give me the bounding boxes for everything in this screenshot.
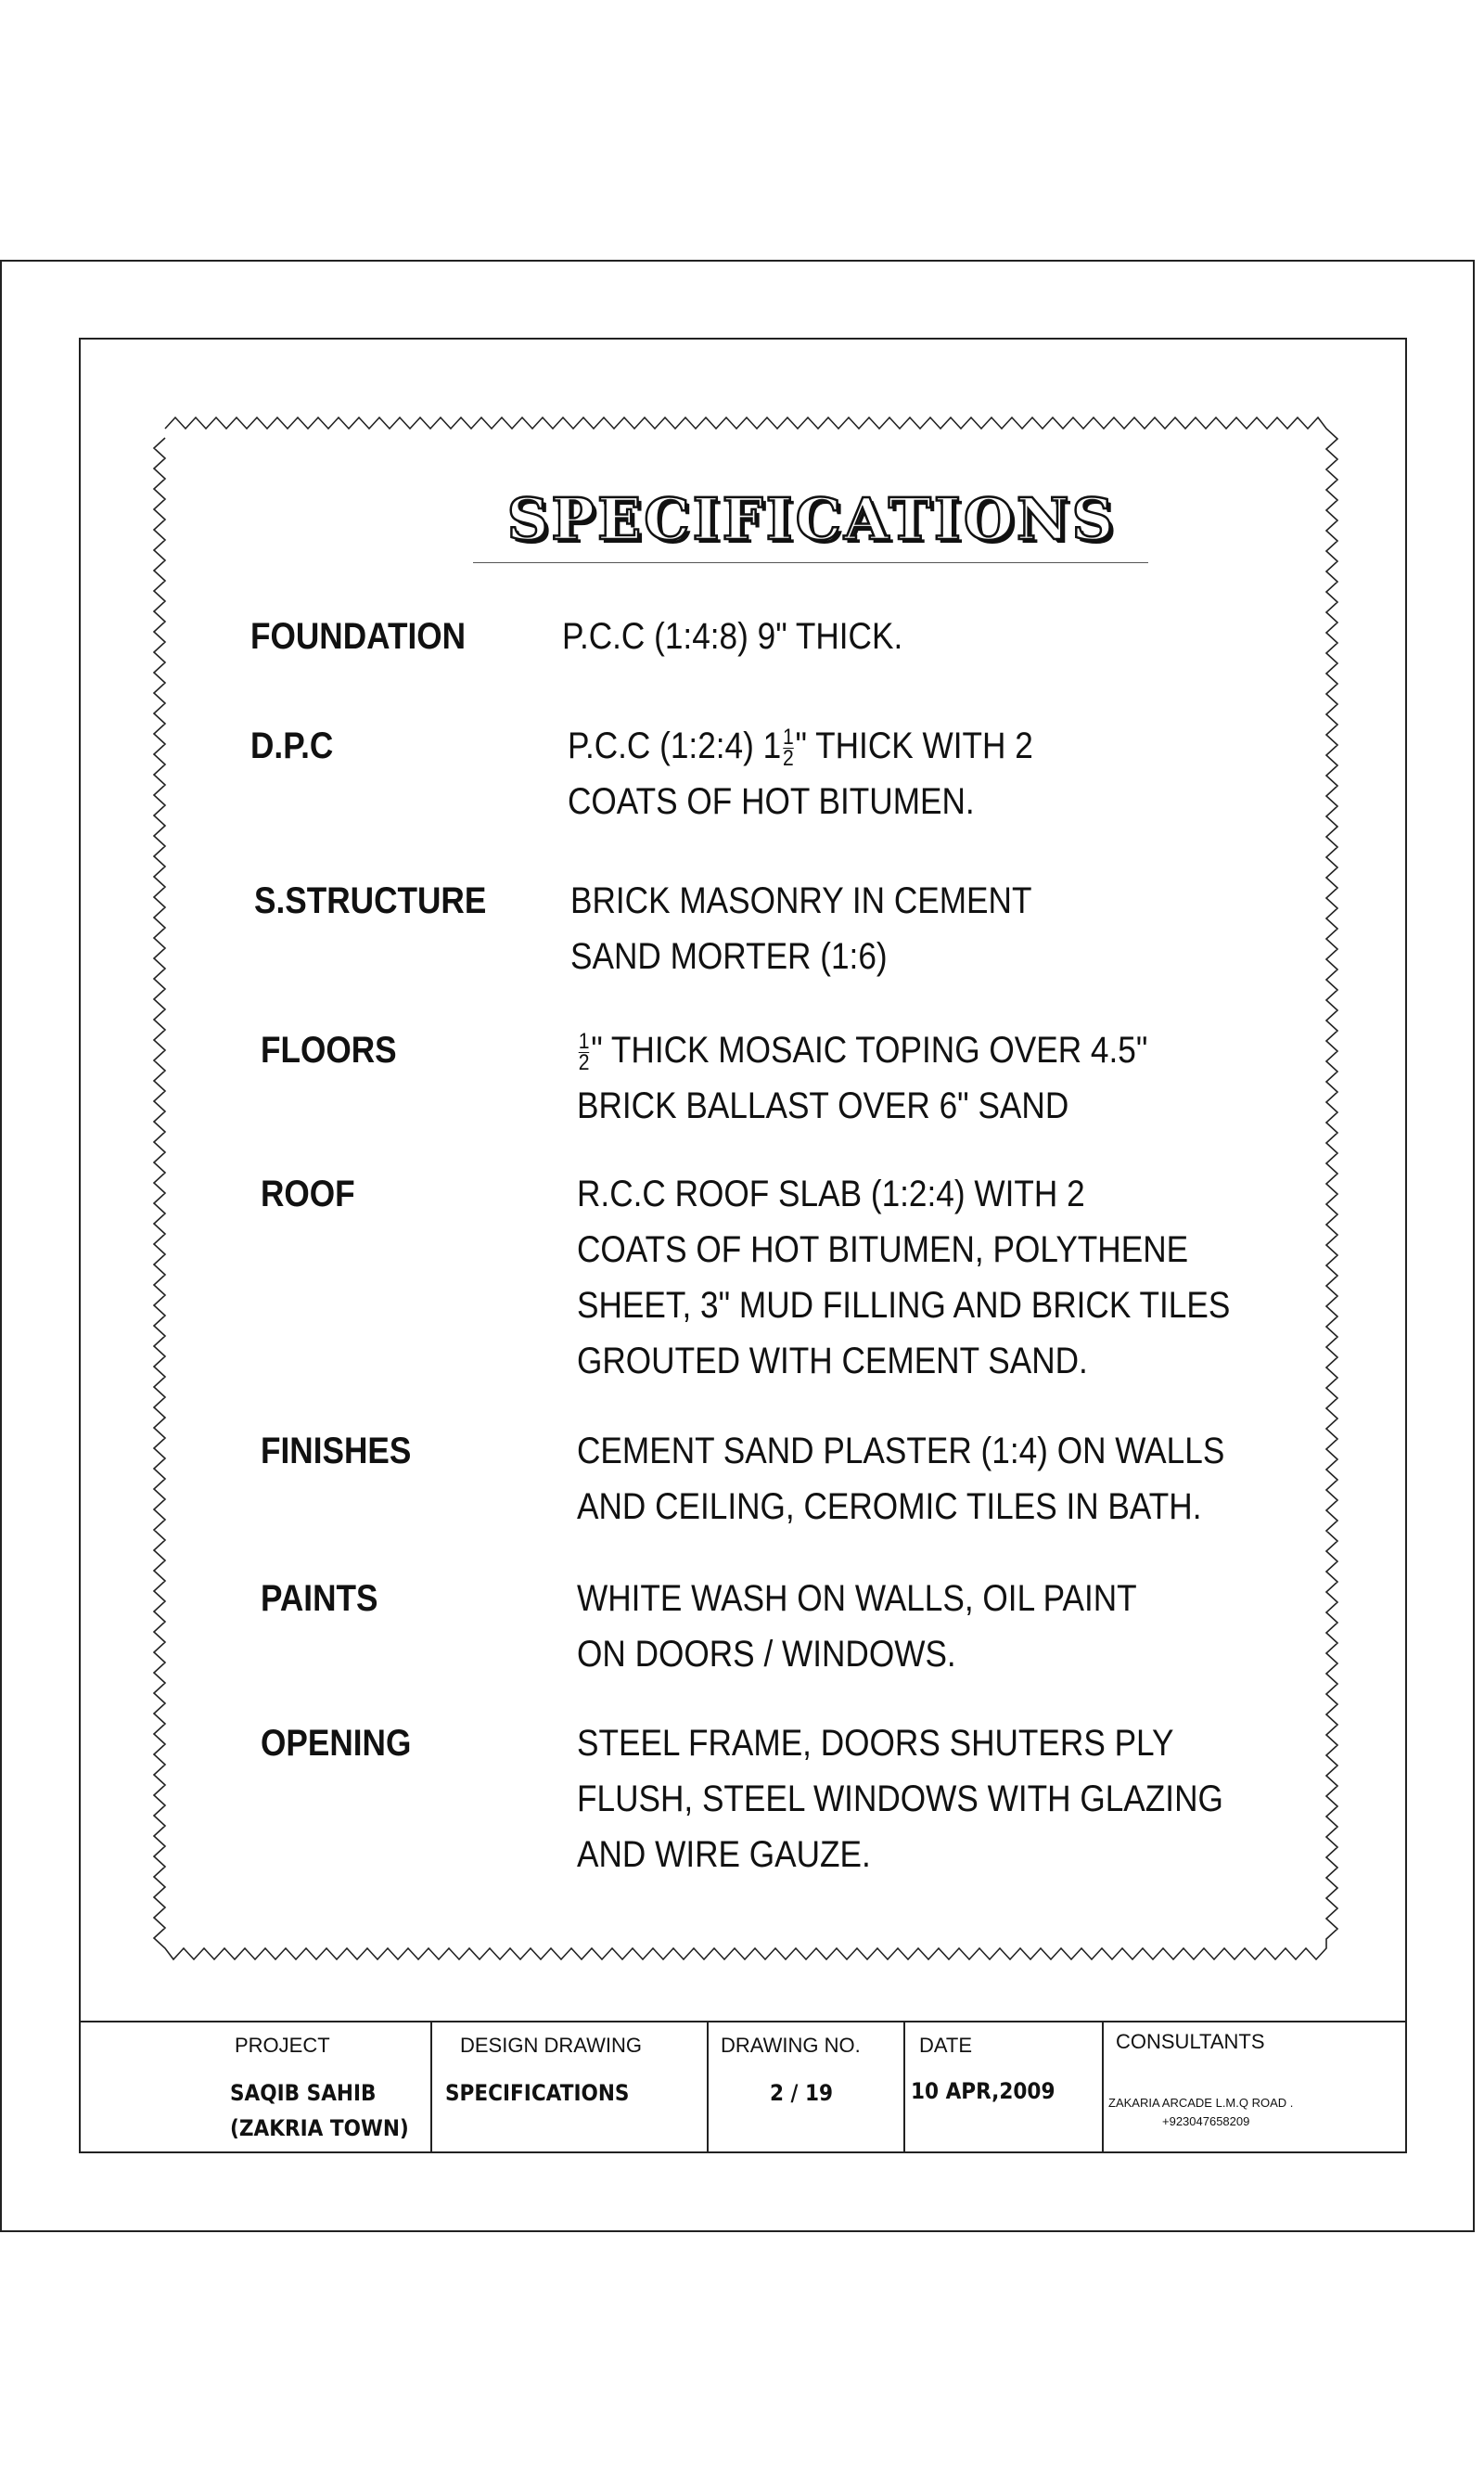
design-value: SPECIFICATIONS — [445, 2080, 630, 2106]
spec-text-floors: $\frac{1}{2}$ " THICK MOSAIC TOPING OVER 4.5" BRICK BALLAST OVER 6" SAND — [577, 1028, 1148, 1126]
project-name: SAQIB SAHIB — [230, 2080, 377, 2106]
drawing-no-value: 2 / 19 — [770, 2080, 834, 2106]
consultants-header: CONSULTANTS — [1116, 2030, 1265, 2053]
title-block-divider — [903, 2022, 905, 2152]
spec-label-paints: PAINTS — [261, 1578, 378, 1619]
title-block-divider — [430, 2022, 432, 2152]
date-value: 10 APR,2009 — [911, 2078, 1055, 2104]
project-header: PROJECT — [235, 2034, 330, 2057]
consultants-address: ZAKARIA ARCADE L.M.Q ROAD . — [1108, 2096, 1294, 2110]
spec-label-dpc: D.P.C — [250, 725, 334, 766]
spec-text-foundation: P.C.C (1:4:8) 9" THICK. — [562, 616, 903, 657]
spec-text-roof: R.C.C ROOF SLAB (1:2:4) WITH 2 COATS OF HOT BITUMEN, POLYTHENE SHEET, 3" MUD FILLING AND BRICK TILES GROUTED WITH CEMENT SAND. — [577, 1174, 1231, 1381]
spec-text-paints: WHITE WASH ON WALLS, OIL PAINT ON DOORS / WINDOWS. — [577, 1578, 1137, 1675]
page-title: SPECIFICATIONS — [506, 485, 1117, 553]
title-block-divider — [1102, 2022, 1104, 2152]
spec-label-finishes: FINISHES — [261, 1431, 412, 1471]
spec-text-finishes: CEMENT SAND PLASTER (1:4) ON WALLS AND CEILING, CEROMIC TILES IN BATH. — [577, 1431, 1225, 1527]
title-underline — [473, 562, 1148, 563]
drawing-no-header: DRAWING NO. — [721, 2034, 861, 2057]
consultants-phone: +923047658209 — [1162, 2114, 1250, 2128]
spec-text-opening: STEEL FRAME, DOORS SHUTERS PLY FLUSH, STEEL WINDOWS WITH GLAZING AND WIRE GAUZE. — [577, 1723, 1223, 1875]
spec-label-structure: S.STRUCTURE — [254, 880, 487, 921]
spec-text-structure: BRICK MASONRY IN CEMENT SAND MORTER (1:6) — [570, 880, 1032, 977]
title-block — [79, 2021, 1405, 2152]
spec-text-dpc: P.C.C (1:2:4) 1 $\frac{1}{2}$ " THICK WITH 2 COATS OF HOT BITUMEN. — [568, 724, 1033, 822]
spec-label-floors: FLOORS — [261, 1030, 397, 1071]
spec-label-opening: OPENING — [261, 1723, 412, 1764]
design-header: DESIGN DRAWING — [460, 2034, 642, 2057]
spec-label-roof: ROOF — [261, 1174, 355, 1214]
spec-label-foundation: FOUNDATION — [250, 616, 467, 657]
title-block-divider — [707, 2022, 709, 2152]
fraction-half: $\frac{1}{2}$ — [782, 724, 794, 771]
fraction-half: $\frac{1}{2}$ — [578, 1028, 590, 1075]
date-header: DATE — [919, 2034, 973, 2057]
project-location: (ZAKRIA TOWN) — [230, 2115, 409, 2141]
